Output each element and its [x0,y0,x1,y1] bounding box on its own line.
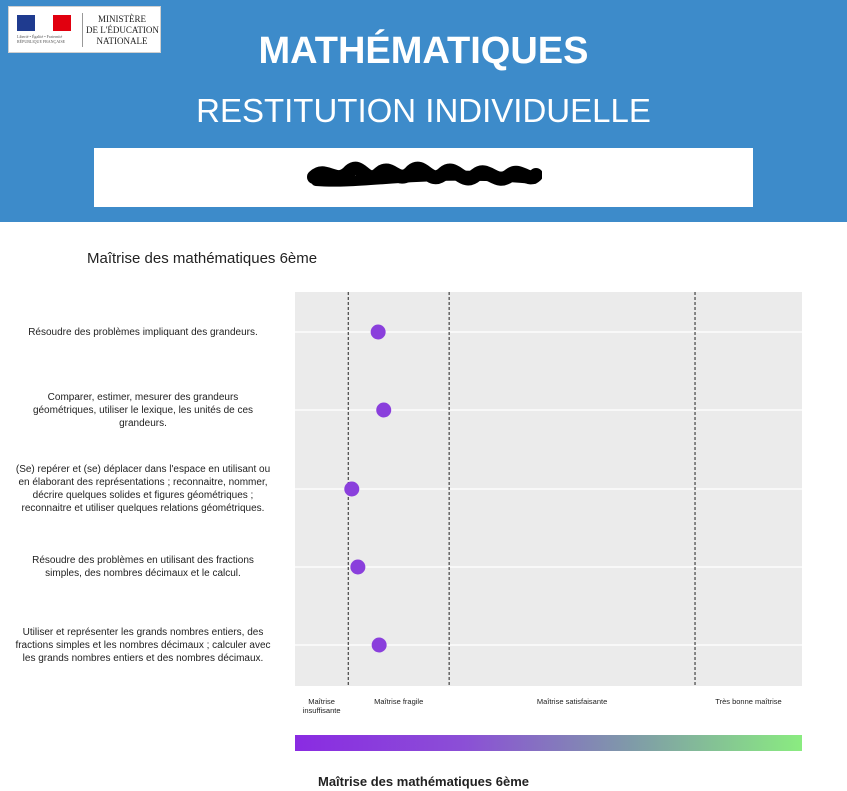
header-banner [0,0,847,222]
data-point-5 [372,638,387,653]
page-subtitle: RESTITUTION INDIVIDUELLE [196,92,651,129]
level-label-2: Maîtrise fragile [374,697,424,706]
row-label-3: (Se) repérer et (se) déplacer dans l'espace en utilisant ou en élaborant des représentations ; reconnaitre, nommer, décrire quelques solides et figures géométriques ; reconnaitre et utiliser quelques relations géométriques. [15,464,271,514]
marianne-flag-icon [17,15,71,31]
row-label-1: Résoudre des problèmes impliquant des grandeurs. [28,326,258,338]
republic-motto: Liberté • Égalité • Fraternité RÉPUBLIQUE FRANÇAISE [17,34,66,44]
level-label-4: Très bonne maîtrise [715,697,782,706]
data-point-2 [376,403,391,418]
row-label-2: Comparer, estimer, mesurer des grandeurs géométriques, utiliser le lexique, les unités de ces grandeurs. [32,391,254,429]
legend-title: Maîtrise des mathématiques 6ème [318,774,529,789]
data-point-4 [350,560,365,575]
level-label-3: Maîtrise satisfaisante [536,697,608,706]
page-title: MATHÉMATIQUES [258,30,589,72]
row-label-4: Résoudre des problèmes en utilisant des fractions simples, des nombres décimaux et le calcul. [32,555,254,579]
row-label-5: Utiliser et représenter les grands nombres entiers, des fractions simples et les nombres décimaux ; calculer avec les grands nombres entiers et des nombres décimaux. [15,626,271,664]
data-point-3 [344,482,359,497]
redacted-name-scribble [306,157,542,193]
level-label-1: Maîtrise insuffisante [302,697,341,715]
chart-section-title: Maîtrise des mathématiques 6ème [87,250,318,267]
data-point-1 [371,325,386,340]
mastery-dot-plot [295,292,802,686]
legend-gradient-bar [295,735,802,751]
ministry-name: MINISTÈRE DE L'ÉDUCATION NATIONALE [86,14,159,46]
